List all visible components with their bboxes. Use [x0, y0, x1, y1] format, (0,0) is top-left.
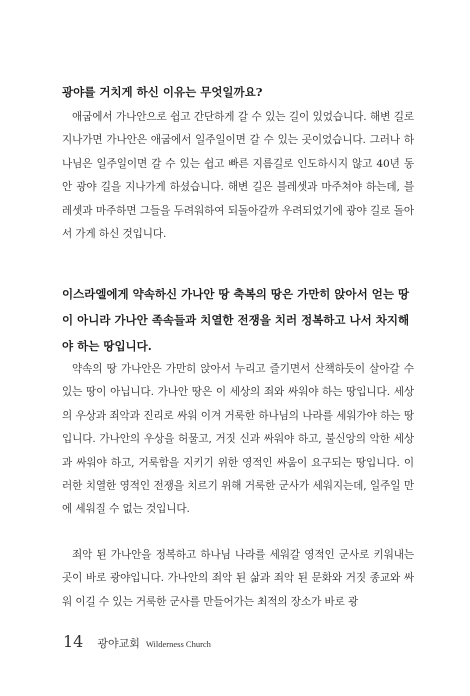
section-heading-2: 이스라엘에게 약속하신 가나안 땅 축복의 땅은 가만히 앉아서 얻는 땅이 아니라 가나안 족속들과 치열한 전쟁을 치러 정복하고 나서 차지해야 하는 땅입니다.: [62, 287, 410, 353]
running-title-english: Wilderness Church: [145, 639, 211, 649]
page-footer: [63, 632, 211, 652]
section-heading-1: 광야를 거치게 하신 이유는 무엇일까요?: [62, 85, 263, 99]
page-number: 14: [63, 632, 84, 651]
running-title-korean: 광야교회: [97, 637, 140, 650]
body-paragraph-1: 애굽에서 가나안으로 쉽고 간단하게 갈 수 있는 길이 있었습니다. 해변 길로 지나가면 가나안은 애굽에서 일주일이면 갈 수 있는 곳이었습니다. 그러나 하나님은 일주일이면 갈 수 있는 쉽고 빠른 지름길로 인도하시지 않고 40년 동안 광야 길을 지나가게 하셨습니다. 해변 길은 블레셋과 마주쳐야 하는데, 블레셋과 마주하면 그들을 두려워하여 되돌아갈까 우려되었기에 광야 길로 돌아서 가게 하신 것입니다.: [62, 111, 414, 241]
body-paragraph-2: 약속의 땅 가나안은 가만히 앉아서 누리고 즐기면서 산책하듯이 살아갈 수 있는 땅이 아닙니다. 가나안 땅은 이 세상의 죄와 싸워야 하는 땅입니다. 세상의 우상과 죄악과 진리로 싸워 이겨 거룩한 하나님의 나라를 세워가야 하는 땅입니다. 가나안의 우상을 허물고, 거짓 신과 싸워야 하고, 불신앙의 악한 세상과 싸워야 하고, 거룩함을 지키기 위한 영적인 싸움이 요구되는 땅입니다. 이러한 치열한 영적인 전쟁을 치르기 위해 거룩한 군사가 세워지는데, 일주일 만에 세워질 수 없는 것입니다.: [62, 363, 414, 516]
body-paragraph-3: 죄악 된 가나안을 정복하고 하나님 나라를 세워갈 영적인 군사로 키워내는 곳이 바로 광야입니다. 가나안의 죄악 된 삶과 죄악 된 문화와 거짓 종교와 싸워 이길 수 있는 거룩한 군사를 만들어가는 최적의 장소가 바로 광: [62, 549, 414, 608]
